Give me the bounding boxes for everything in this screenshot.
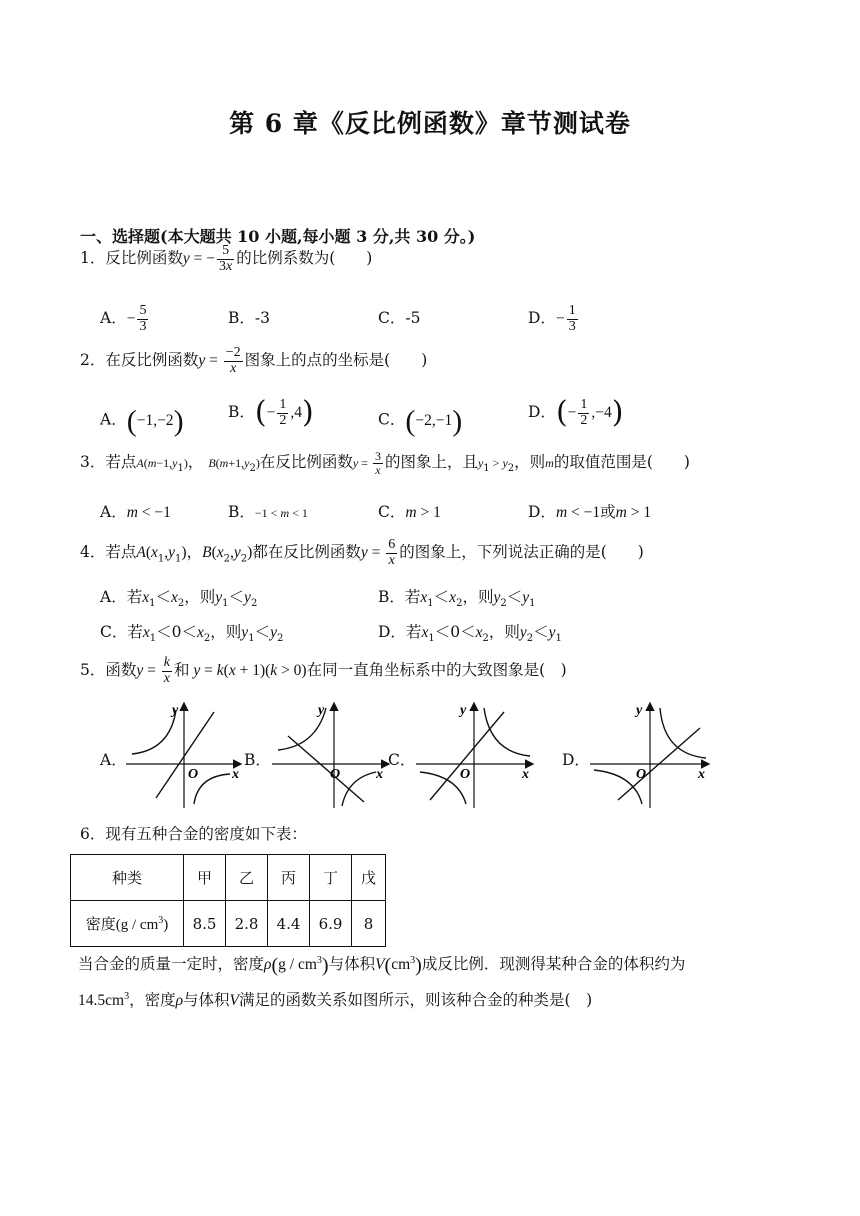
question-5-option-a-label: A． xyxy=(100,751,127,769)
question-3-stem: 3．若点$A(m-1,y_1)$， $B(m+1,y_2)$在反比例函数y = $\frac{3}{x}$ 的图象上，且$y_1 > y_2$，则m的取值范围是( ) xyxy=(80,449,690,477)
graph-d-x-label: x xyxy=(698,767,705,782)
page-title: 第 6 章《反比例函数》章节测试卷 xyxy=(229,109,631,138)
table-cell: 6.9 xyxy=(310,901,352,947)
question-2-option-d: D．(− $\frac{1}{2}$ ,−4) xyxy=(528,395,624,431)
graph-a-origin: O xyxy=(188,767,199,782)
question-3-option-d: D．m < −1或m > 1 xyxy=(528,503,652,521)
graph-d-y-label: y xyxy=(636,703,643,718)
question-5-option-c-label: C． xyxy=(388,751,416,769)
table-header-cell: 丁 xyxy=(310,855,352,901)
question-2-option-a: A．(−1,−2) xyxy=(100,404,184,437)
graph-c-y-label: y xyxy=(460,703,467,718)
table-cell: 8 xyxy=(352,901,386,947)
table-header-cell: 戊 xyxy=(352,855,386,901)
graph-c-x-label: x xyxy=(522,767,529,782)
question-1-stem: 1．反比例函数y = − $\frac{5}{3x}$ 的比例系数为( ) xyxy=(80,243,373,274)
question-5-option-d-label: D． xyxy=(562,751,590,769)
question-2-option-c: C．(−2,−1) xyxy=(378,404,463,437)
table-cell: 4.4 xyxy=(268,901,310,947)
graph-b-origin: O xyxy=(330,767,341,782)
question-2-option-b: B．(− $\frac{1}{2}$ ,4) xyxy=(228,395,314,431)
table-header-cell: 甲 xyxy=(184,855,226,901)
question-3-option-a: A．m < −1 xyxy=(100,503,171,521)
question-6-paragraph-1: 当合金的质量一定时，密度$\rho(g / cm^3)$与体积$V(cm^3)$成反比例．现测得某种合金的体积约为 xyxy=(78,954,686,977)
graph-a-y-label: y xyxy=(172,703,179,718)
table-row xyxy=(71,855,386,901)
graph-d-origin: O xyxy=(636,767,647,782)
question-1-option-c: C．-5 xyxy=(378,309,421,327)
table-row-label-cell: 密度$(g / cm^3)$ xyxy=(71,901,184,947)
question-1-option-d: D．− $\frac{1}{3}$ xyxy=(528,303,576,334)
table-header-cell: 乙 xyxy=(226,855,268,901)
question-6-stem: 6．现有五种合金的密度如下表： xyxy=(80,825,307,843)
table-row xyxy=(71,901,386,947)
table-header-cell: 种类 xyxy=(71,855,184,901)
graph-option-d xyxy=(588,698,713,810)
graph-a-x-label: x xyxy=(232,767,239,782)
table-header-cell: 丙 xyxy=(268,855,310,901)
graph-c-origin: O xyxy=(460,767,471,782)
question-3-option-b: B．−1 < m < 1 xyxy=(228,503,308,521)
question-3-option-c: C．m > 1 xyxy=(378,503,441,521)
graph-b-x-label: x xyxy=(376,767,383,782)
question-5-stem: 5．函数y = $\frac{k}{x}$ 和 y = k(x + 1)(k > 0)在同一直角坐标系中的大致图象是( ) xyxy=(80,655,567,686)
graph-option-a xyxy=(118,698,248,810)
question-1-option-b: B．-3 xyxy=(228,309,270,327)
table-cell: 2.8 xyxy=(226,901,268,947)
question-4-option-d: D．若$x_1<0<x_2$，则$y_2<y_1$ xyxy=(378,623,562,645)
question-4-stem: 4．若点$A(x_1,y_1)$，$B(x_2,y_2)$都在反比例函数y = $\frac{6}{x}$ 的图象上，下列说法正确的是( ) xyxy=(80,537,644,568)
table-cell: 8.5 xyxy=(184,901,226,947)
question-1-option-a: A．− $\frac{5}{3}$ xyxy=(100,303,147,334)
question-4-option-a: A．若$x_1<x_2$，则$y_1<y_2$ xyxy=(100,588,258,610)
section-heading-choice: 一、选择题(本大题共 10 小题,每小题 3 分,共 30 分。) xyxy=(80,227,476,246)
question-5-option-b-label: B． xyxy=(244,751,271,769)
graph-option-c xyxy=(412,698,537,810)
question-2-stem: 2．在反比例函数y = $\frac{-2}{x}$ 图象上的点的坐标是( ) xyxy=(80,345,428,376)
graph-b-y-label: y xyxy=(318,703,325,718)
question-4-option-c: C．若$x_1<0<x_2$，则$y_1<y_2$ xyxy=(100,623,284,645)
question-6-paragraph-2: $14.5cm^3$，密度ρ与体积V满足的函数关系如图所示，则该种合金的种类是( ) xyxy=(78,990,593,1009)
question-4-option-b: B．若$x_1<x_2$，则$y_2<y_1$ xyxy=(378,588,536,610)
graph-option-b xyxy=(268,698,393,810)
density-table xyxy=(70,854,386,947)
